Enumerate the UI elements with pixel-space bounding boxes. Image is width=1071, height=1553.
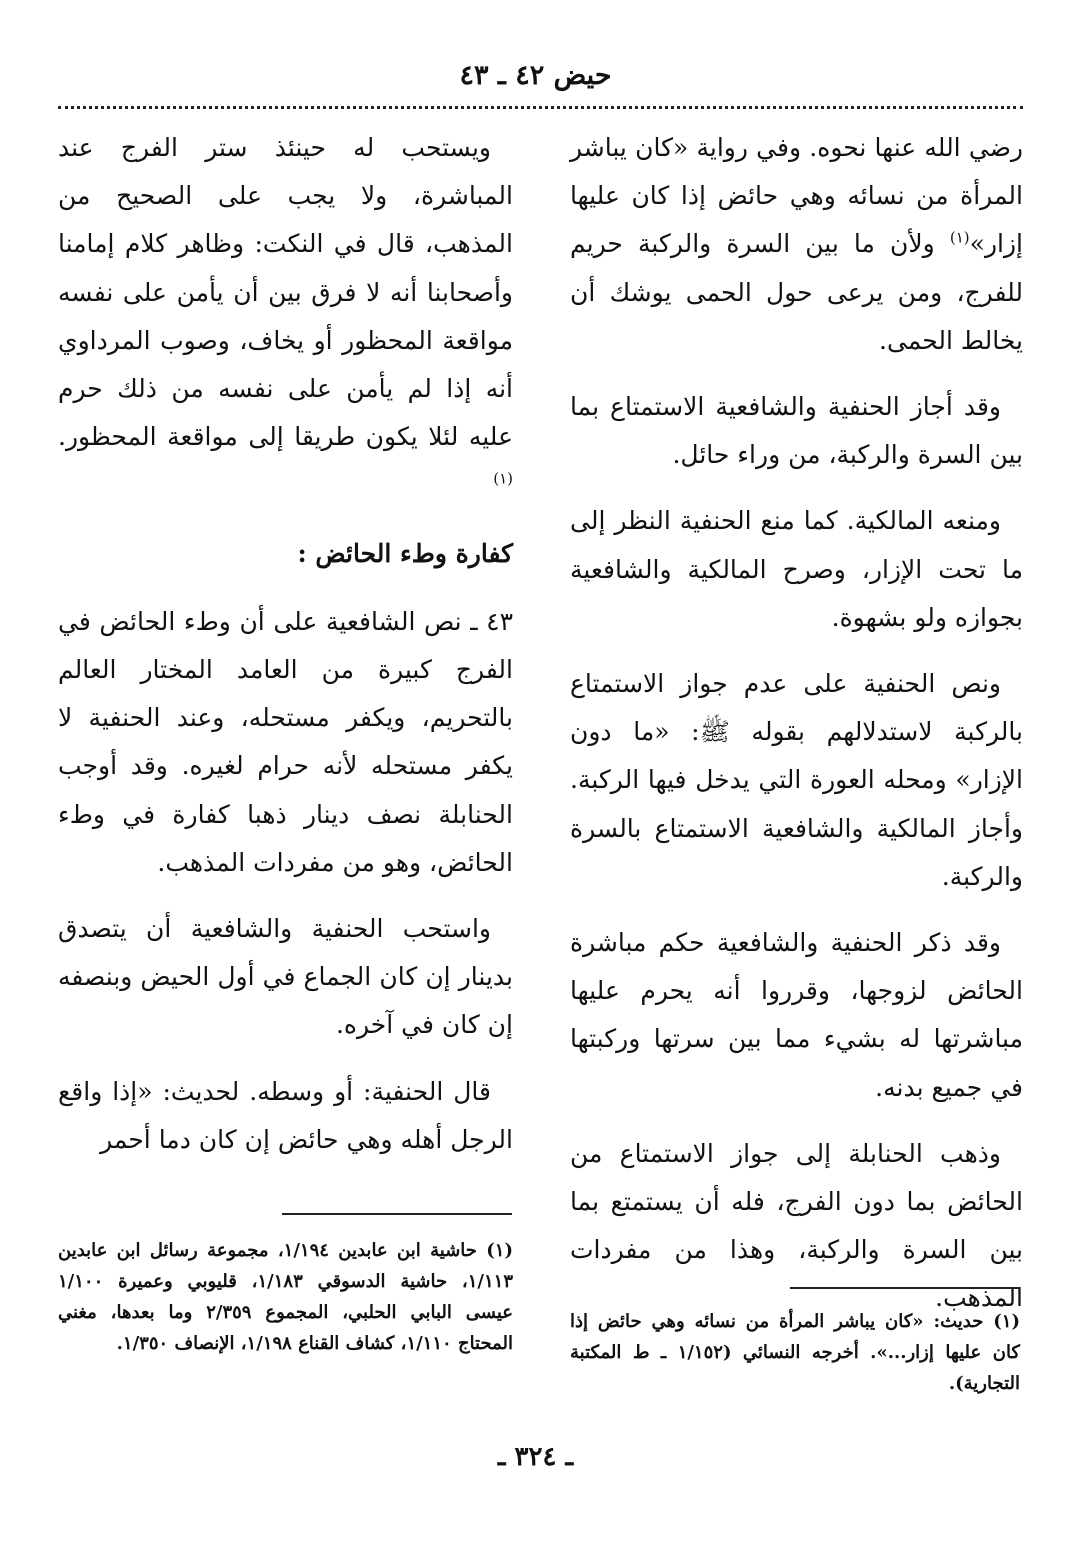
left-paragraph-4: قال الحنفية: أو وسطه. لحديث: «إذا واقع الرجل أهله وهي حائض إن كان دما أحمر <box>58 1076 513 1154</box>
footnote-ref: (١) <box>493 470 513 489</box>
right-paragraph-2: وقد أجاز الحنفية والشافعية الاستمتاع بما بين السرة والركبة، من وراء حائل. <box>570 392 1023 470</box>
page-header-title: حيض ٤٢ ـ ٤٣ <box>459 60 612 91</box>
footnote-right: (١) حديث: «كان يباشر المرأة من نسائه وهي حائض إذا كان عليها إزار...». أخرجه النسائي (١/١٥٢ ـ ط المكتبة التجارية). <box>570 1311 1020 1394</box>
left-column <box>58 124 513 1182</box>
right-paragraph-5: وقد ذكر الحنفية والشافعية حكم مباشرة الحائض لزوجها، وقرروا أنه يحرم عليها مباشرتها له بشيء مما بين سرتها وركبتها في جميع بدنه. <box>570 928 1023 1102</box>
left-paragraph-1 <box>58 124 513 510</box>
left-paragraph-2: ٤٣ ـ نص الشافعية على أن وطء الحائض في الفرج كبيرة من العامد المختار العالم بالتحريم، ويكفر مستحله، وعند الحنفية لا يكفر مستحله لأنه حرام لغيره. وقد أوجب الحنابلة نصف دينار ذهبا كفارة في وطء الحائض، وهو من مفردات المذهب. <box>58 606 513 877</box>
right-column <box>570 124 1023 1341</box>
footnote-left: (١) حاشية ابن عابدين ١/١٩٤، مجموعة رسائل ابن عابدين ١/١١٣، حاشية الدسوقي ١/١٨٣، قليوبي وعميرة ١/١٠٠ عيسى البابي الحلبي، المجموع ٢/٣٥٩ وما بعدها، مغني المحتاج ١/١١٠، كشاف القناع ١/١٩٨، الإنصاف ١/٣٥٠. <box>58 1240 513 1354</box>
right-paragraph-3: ومنعه المالكية. كما منع الحنفية النظر إلى ما تحت الإزار، وصرح المالكية والشافعية بجوازه ولو بشهوة. <box>570 506 1023 632</box>
right-paragraph-1-text: رضي الله عنها نحوه. وفي رواية «كان يباشر المرأة من نسائه وهي حائض إذا كان عليها إزار» <box>570 133 1023 259</box>
header-dotted-rule <box>58 106 1023 109</box>
footnote-rule-left <box>282 1213 512 1215</box>
right-paragraph-1 <box>570 124 1023 365</box>
left-paragraph-3: واستحب الحنفية والشافعية أن يتصدق بدينار إن كان الجماع في أول الحيض وبنصفه إن كان في آخره. <box>58 914 513 1040</box>
page-number: ـ ٣٢٤ ـ <box>497 1442 574 1472</box>
right-paragraph-6: وذهب الحنابلة إلى جواز الاستمتاع من الحائض بما دون الفرج، فله أن يستمتع بما بين السرة والركبة، وهذا من مفردات المذهب. <box>570 1138 1023 1313</box>
section-heading: كفارة وطء الحائض : <box>297 538 513 568</box>
left-paragraph-1-text: ويستحب له حينئذ ستر الفرج عند المباشرة، ولا يجب على الصحيح من المذهب، قال في النكت: وظاهر كلام إمامنا وأصحابنا أنه لا فرق بين أن يأمن على نفسه مواقعة المحظور أو يخاف، وصوب المرداوي أنه إذا لم يأمن على نفسه من ذلك حرم عليه لئلا يكون طريقا إلى مواقعة المحظور. <box>58 133 513 452</box>
right-paragraph-1-rest: ولأن ما بين السرة والركبة حريم للفرج، ومن يرعى حول الحمى يوشك أن يخالط الحمى. <box>570 229 1023 355</box>
footnote-ref: (١) <box>949 229 970 248</box>
right-paragraph-4: ونص الحنفية على عدم جواز الاستمتاع بالركبة لاستدلالهم بقوله ﷺ: «ما دون الإزار» ومحله العورة التي يدخل فيها الركبة. وأجاز المالكية والشافعية الاستمتاع بالسرة والركبة. <box>570 669 1023 891</box>
footnote-rule-right <box>790 1287 1020 1289</box>
